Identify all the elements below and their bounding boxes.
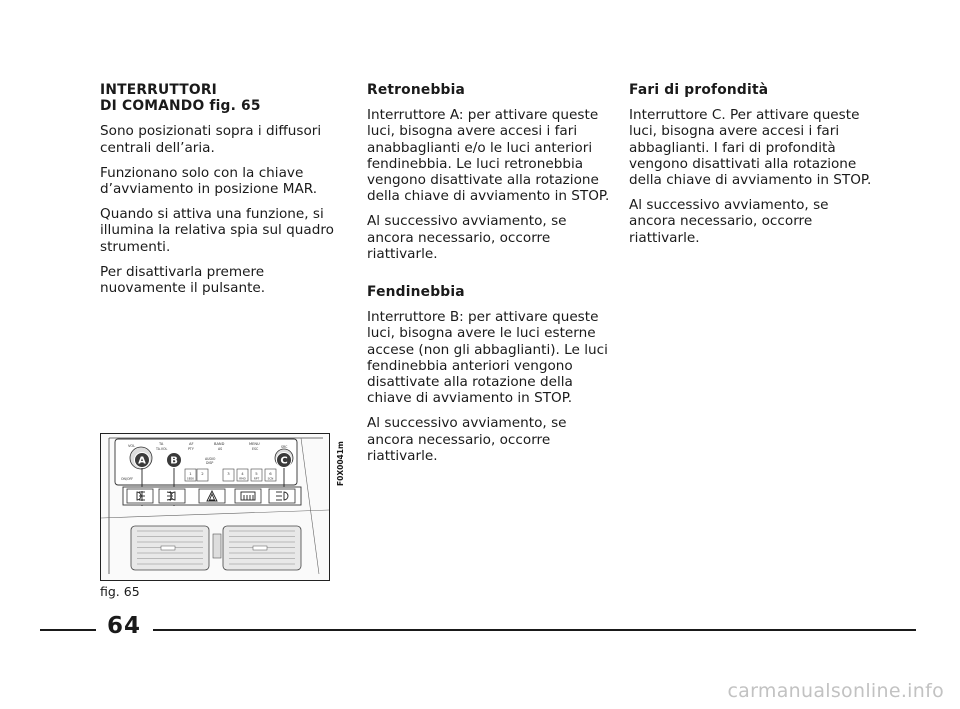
- radio-label: SRC: [281, 445, 288, 449]
- figure-code: [334, 432, 346, 488]
- footer-rule-left: [40, 629, 96, 631]
- preset-sublabel: RPT: [253, 476, 260, 481]
- paragraph: Al successivo avviamento, se ancora necessario, occorre riattivarle.: [629, 197, 829, 246]
- preset-number: 3: [227, 471, 230, 476]
- preset-sublabel: RMD: [239, 476, 246, 481]
- preset-number: 2: [201, 471, 204, 476]
- radio-label: MENU: [249, 442, 260, 446]
- paragraph: Interruttore C. Per attivare queste luci, bisogna avere accesi i fari abbaglianti. I fari di profondità vengono disattivati alla rotazione della chiave di avviamento in STOP.: [629, 107, 872, 189]
- column-3: [629, 82, 875, 255]
- radio-label: PTY: [188, 447, 194, 451]
- rear-defrost-switch: [235, 489, 261, 503]
- preset-number: 1: [189, 471, 192, 476]
- preset-sublabel: SEEK: [186, 476, 195, 481]
- watermark: carmanualsonline.info: [727, 680, 944, 702]
- paragraph: Al successivo avviamento, se ancora necessario, occorre riattivarle.: [367, 415, 567, 464]
- figure-code-text: F0X0041m: [336, 441, 345, 486]
- paragraph: Interruttore B: per attivare queste luci, bisogna avere le luci esterne accese (non gli abbaglianti). Le luci fendinebbia anteriori vengono disattivate alla rotazione della chiave di avviamento in STOP.: [367, 309, 608, 407]
- preset-number: 4: [241, 471, 244, 476]
- section-heading: [100, 82, 346, 114]
- paragraph: Quando si attiva una funzione, si illumina la relativa spia sul quadro strumenti.: [100, 206, 334, 255]
- fari-profondita-heading: Fari di profondità: [629, 82, 769, 98]
- retronebbia-heading: Retronebbia: [367, 82, 466, 98]
- radio-label: VOL: [128, 444, 136, 448]
- control-panel-illustration: [101, 434, 329, 580]
- page-number: 64: [107, 613, 142, 639]
- radio-label: AF: [189, 442, 194, 446]
- paragraph: Funzionano solo con la chiave d’avviamento in posizione MAR.: [100, 164, 318, 198]
- preset-sublabel: SCN: [267, 476, 274, 481]
- radio-label: ESC: [252, 447, 259, 451]
- preset-number: 6: [269, 471, 272, 476]
- radio-label: AS: [218, 447, 223, 451]
- paragraph: Al successivo avviamento, se ancora necessario, occorre riattivarle.: [367, 213, 567, 262]
- radio-label: BAND: [214, 442, 225, 446]
- heading-line-1: INTERRUTTORI: [100, 82, 217, 98]
- figure-caption: fig. 65: [100, 584, 140, 599]
- paragraph: Sono posizionati sopra i diffusori centrali dell’aria.: [100, 123, 322, 156]
- footer-rule-right: [153, 629, 916, 631]
- control-panel-figure: [100, 433, 330, 581]
- label-c: C: [280, 455, 288, 467]
- heading-line-2: DI COMANDO fig. 65: [100, 98, 261, 115]
- paragraph: Per disattivarla premere nuovamente il pulsante.: [100, 263, 266, 297]
- paragraph: Interruttore A: per attivare queste luci, bisogna avere accesi i fari anabbaglianti e/o le luci anteriori fendinebbia. Le luci retronebbia vengono disattivate alla rotazione della chiave di avviamento in STOP.: [367, 107, 610, 205]
- radio-label: TA.VOL: [156, 447, 168, 451]
- radio-label: ON/OFF: [121, 477, 134, 481]
- column-1: [100, 82, 346, 305]
- radio-label: AUDIO: [205, 457, 216, 461]
- radio-label: DISP: [206, 461, 214, 465]
- fendinebbia-heading: Fendinebbia: [367, 284, 465, 301]
- radio-label: TA: [159, 442, 164, 446]
- air-vents: [131, 526, 301, 570]
- preset-number: 5: [255, 471, 258, 476]
- column-2: [367, 82, 613, 473]
- label-a: A: [138, 455, 146, 467]
- label-b: B: [170, 455, 178, 467]
